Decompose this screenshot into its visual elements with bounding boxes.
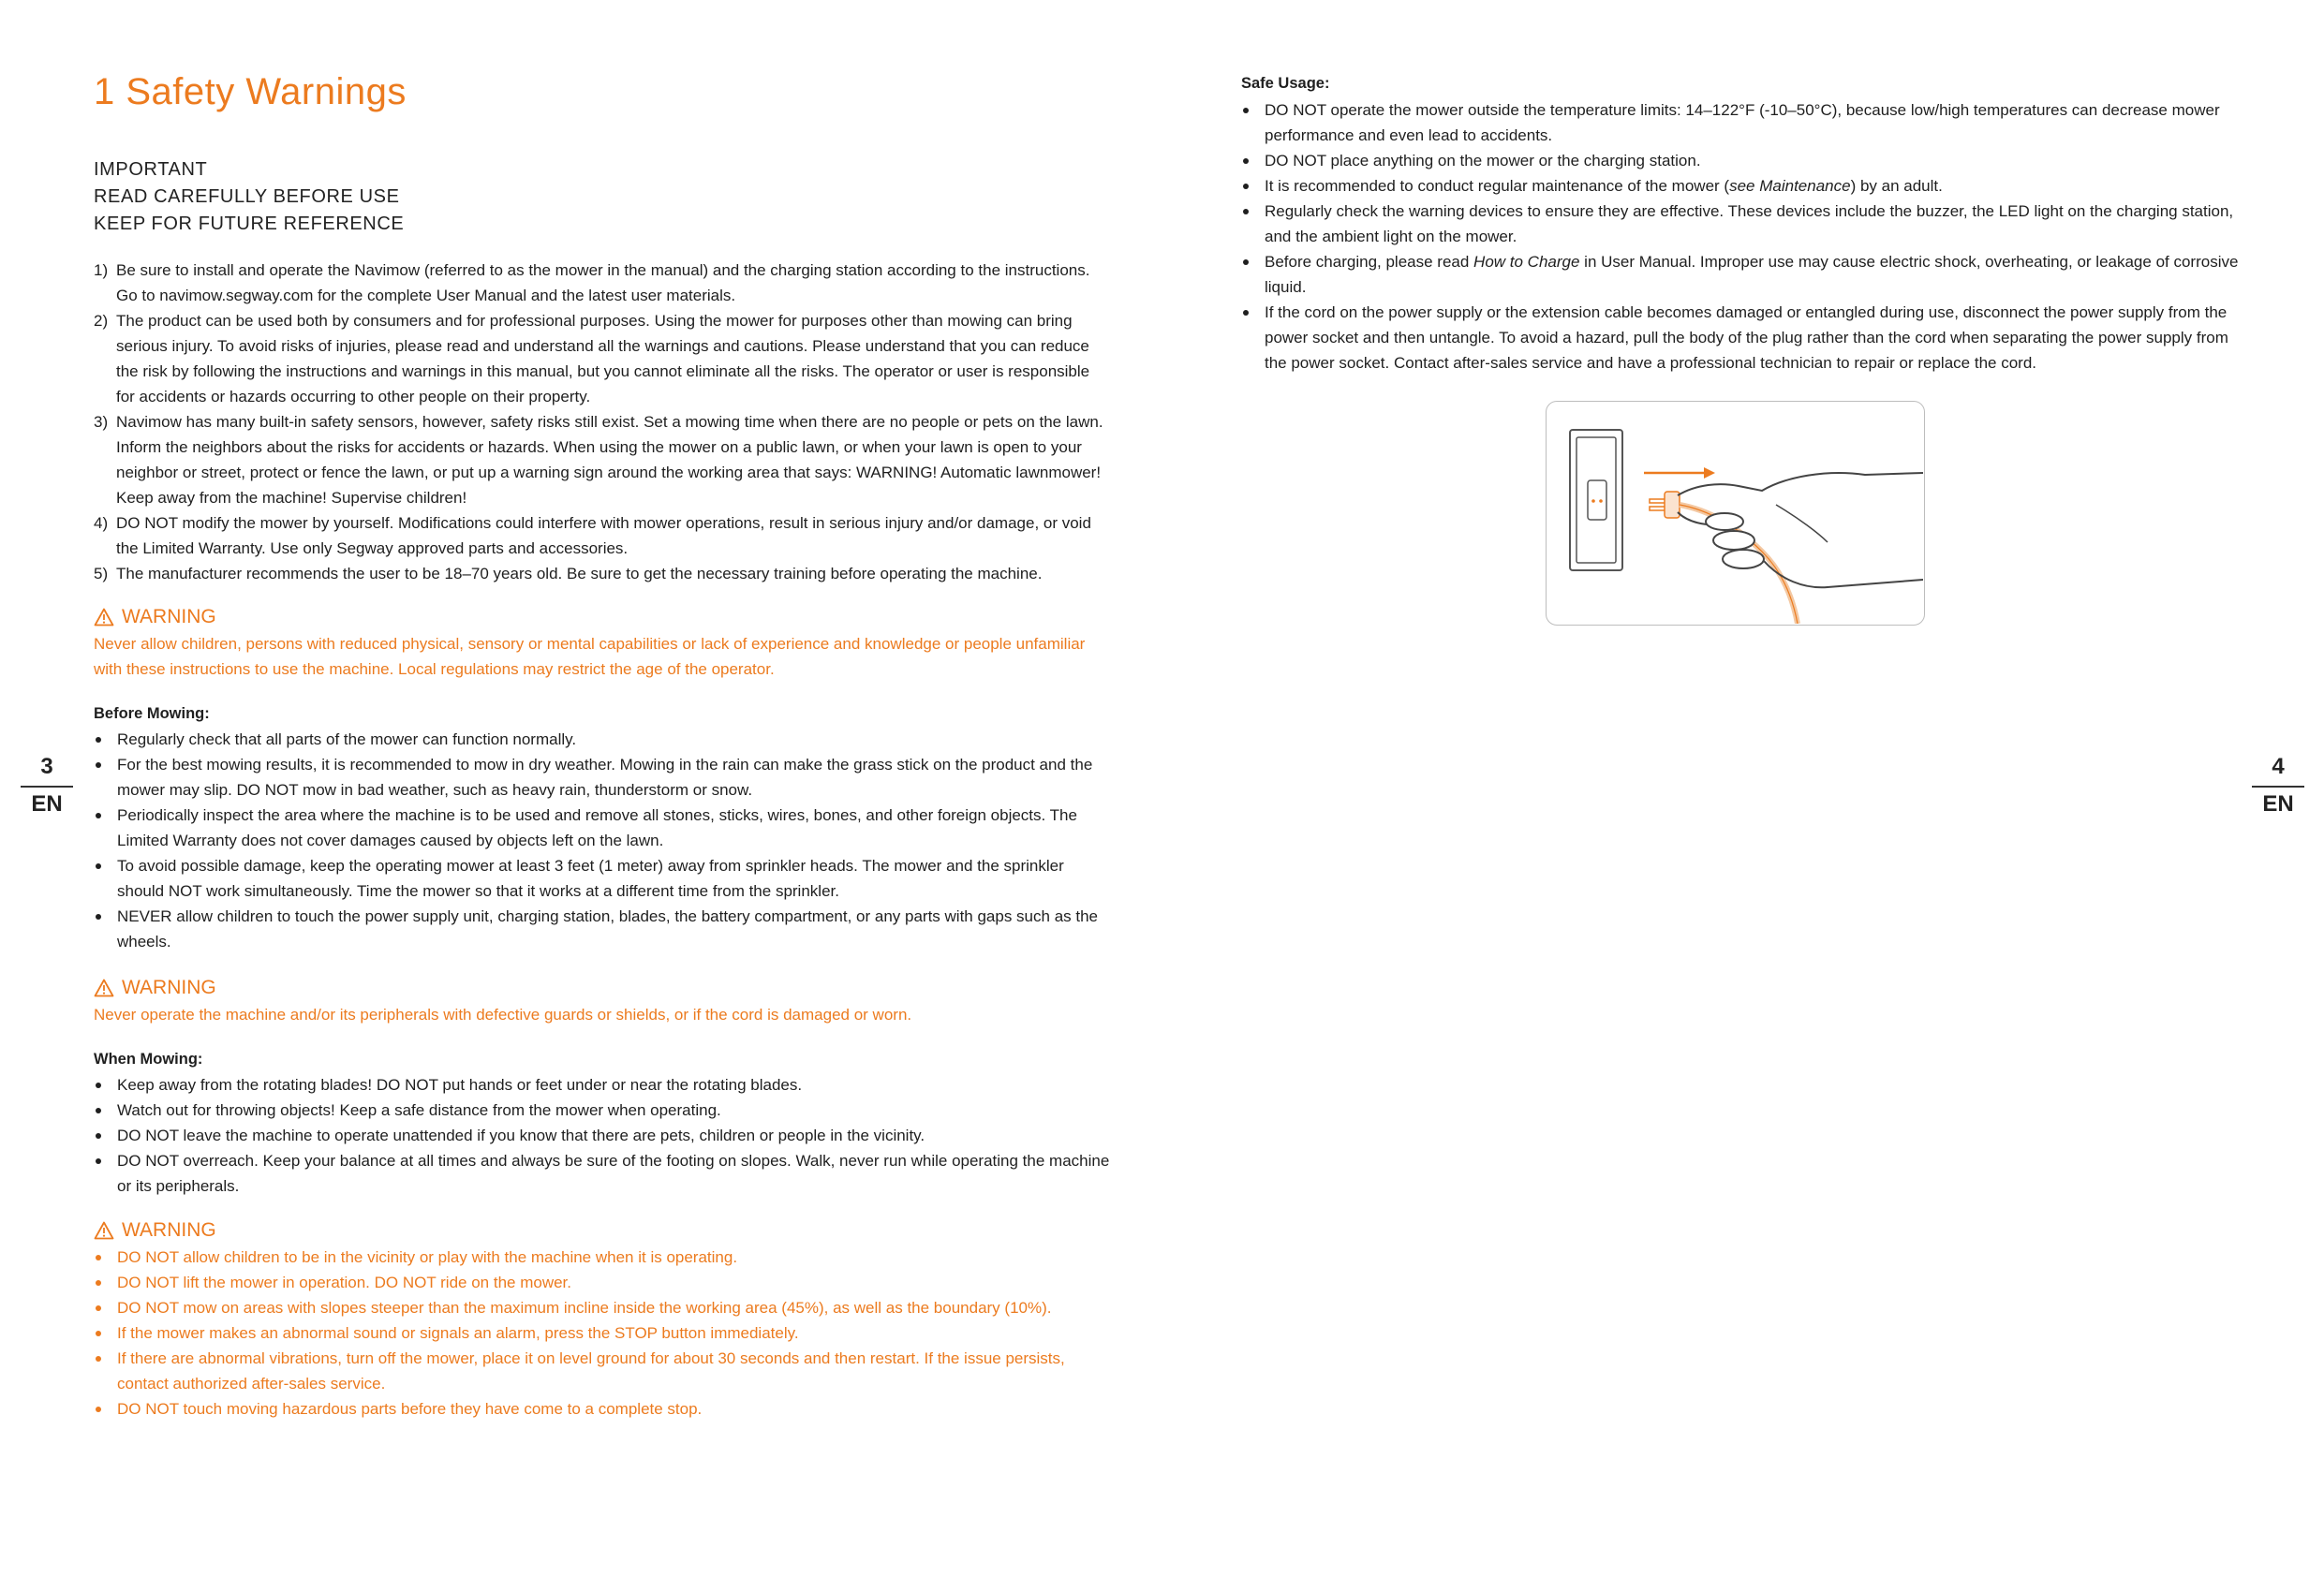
page-number: 4 — [2272, 754, 2285, 779]
item-text: ) by an adult. — [1850, 177, 1943, 195]
safe-usage-list — [1241, 97, 2253, 376]
divider — [21, 786, 73, 788]
intro-item — [94, 409, 1110, 510]
warning-text: Never allow children, persons with reduced physical, sensory or mental capabilities or lack of experience and knowledge or people unfamiliar with these instructions to use the machine. Local regulations may restrict the age of the operator. — [94, 635, 1086, 678]
list-item: DO NOT overreach. Keep your balance at all times and always be sure of the footing on slopes. Walk, never run while operating the machine or its peripherals. — [94, 1148, 1110, 1199]
list-item: DO NOT mow on areas with slopes steeper than the maximum incline inside the working area (45%), as well as the boundary (10%). — [94, 1295, 1110, 1320]
intro-item — [94, 308, 1110, 409]
list-item: Watch out for throwing objects! Keep a safe distance from the mower when operating. — [94, 1098, 1110, 1123]
list-item: Periodically inspect the area where the machine is to be used and remove all stones, sticks, wires, bones, and other foreign objects. The Limited Warranty does not cover damages caused by objects left on the lawn. — [94, 803, 1110, 853]
page-marker-right — [2252, 754, 2304, 818]
important-line: IMPORTANT — [94, 159, 208, 180]
divider — [2252, 786, 2304, 788]
warning-heading — [94, 977, 216, 999]
important-line: READ CAREFULLY BEFORE USE — [94, 186, 400, 207]
list-item: DO NOT allow children to be in the vicinity or play with the machine when it is operating. — [94, 1245, 1110, 1270]
list-item — [1241, 148, 2253, 173]
list-item: For the best mowing results, it is recommended to mow in dry weather. Mowing in the rain can make the grass stick on the product and the mower may slip. DO NOT mow in bad weather, such as heavy rain, thunderstorm or snow. — [94, 752, 1110, 803]
item-text: Navimow has many built-in safety sensors, however, safety risks still exist. Set a mowing time when there are no people or pets on the lawn. Inform the neighbors about the risks for accidents or hazards. When using the mower on a public lawn, or when your lawn is open to your neighbor or street, protect or fence the lawn, or put up a warning sign around the working area that says: WARNING! Automatic lawnmower! Keep away from the machine! Supervise children! — [116, 413, 1103, 507]
before-mowing-list — [94, 727, 1110, 954]
item-text: DO NOT modify the mower by yourself. Modifications could interfere with mower operations, result in serious injury and/or damage, or void the Limited Warranty. Use only Segway approved parts and accessories. — [116, 514, 1091, 557]
intro-item — [94, 258, 1110, 308]
item-text: If the cord on the power supply or the extension cable becomes damaged or entangled during use, disconnect the power supply from the power socket and then untangle. To avoid a hazard, pull the body of the plug rather than the cord when separating the power supply from the power socket. Contact after-sales service and have a professional technician to repair or replace the cord. — [1265, 303, 2228, 372]
warning-text: Never operate the machine and/or its peripherals with defective guards or shields, or if the cord is damaged or worn. — [94, 1006, 912, 1024]
warning-list — [94, 1245, 1110, 1422]
page-number: 3 — [40, 754, 53, 779]
warning-triangle-icon — [94, 1221, 114, 1240]
item-text: DO NOT place anything on the mower or the charging station. — [1265, 152, 1701, 169]
intro-list — [94, 258, 1110, 586]
page-marker-left — [21, 754, 73, 818]
item-text: It is recommended to conduct regular maintenance of the mower ( — [1265, 177, 1730, 195]
safe-usage-heading: Safe Usage: — [1241, 75, 1330, 92]
item-number: 2) — [94, 312, 109, 330]
item-number: 1) — [94, 261, 109, 279]
warning-triangle-icon — [94, 979, 114, 997]
item-text: in User Manual. Improper use may cause electric shock, overheating, or leakage of corrosive liquid. — [1265, 253, 2239, 296]
warning-label: WARNING — [122, 606, 216, 627]
list-item — [1241, 97, 2253, 148]
warning-label: WARNING — [122, 1219, 216, 1241]
item-text: The manufacturer recommends the user to be 18–70 years old. Be sure to get the necessary training before operating the machine. — [116, 565, 1043, 582]
item-number: 3) — [94, 413, 109, 431]
list-item: To avoid possible damage, keep the operating mower at least 3 feet (1 meter) away from sprinkler heads. The mower and the sprinkler should NOT work simultaneously. Time the mower so that it works at a different time from the sprinkler. — [94, 853, 1110, 904]
list-item: NEVER allow children to touch the power supply unit, charging station, blades, the battery compartment, or any parts with gaps such as the wheels. — [94, 904, 1110, 954]
page-title: 1 Safety Warnings — [94, 71, 407, 112]
item-text: Regularly check the warning devices to ensure they are effective. These devices include the buzzer, the LED light on the charging station, and the ambient light on the mower. — [1265, 202, 2234, 245]
item-text: Before charging, please read — [1265, 253, 1474, 271]
language-label: EN — [31, 791, 63, 817]
list-item — [1241, 173, 2253, 199]
item-text: Be sure to install and operate the Navimow (referred to as the mower in the manual) and the charging station according to the instructions. Go to navimow.segway.com for the complete User Manual and the latest user materials. — [116, 261, 1090, 304]
list-item: DO NOT touch moving hazardous parts before they have come to a complete stop. — [94, 1396, 1110, 1422]
item-number: 5) — [94, 565, 109, 582]
item-text: The product can be used both by consumers and for professional purposes. Using the mower for purposes other than mowing can bring serious injury. To avoid risks of injuries, please read and understand all the warnings and cautions. Please understand that you can reduce the risk by following the instructions and warnings in this manual, but you cannot eliminate all the risks. The operator or user is responsible for accidents or hazards occurring to other people on their property. — [116, 312, 1090, 405]
list-item — [1241, 300, 2253, 376]
list-item: Keep away from the rotating blades! DO NOT put hands or feet under or near the rotating blades. — [94, 1072, 1110, 1098]
when-mowing-list — [94, 1072, 1110, 1199]
list-item: If there are abnormal vibrations, turn off the mower, place it on level ground for about 30 seconds and then restart. If the issue persists, contact authorized after-sales service. — [94, 1346, 1110, 1396]
when-mowing-heading: When Mowing: — [94, 1051, 203, 1068]
list-item: DO NOT leave the machine to operate unattended if you know that there are pets, children or people in the vicinity. — [94, 1123, 1110, 1148]
list-item: DO NOT lift the mower in operation. DO NOT ride on the mower. — [94, 1270, 1110, 1295]
language-label: EN — [2262, 791, 2294, 817]
warning-heading — [94, 606, 216, 628]
warning-triangle-icon — [94, 608, 114, 626]
warning-heading — [94, 1219, 216, 1242]
item-text: DO NOT operate the mower outside the temperature limits: 14–122°F (-10–50°C), because low/high temperatures can decrease mower performance and even lead to accidents. — [1265, 101, 2220, 144]
intro-item — [94, 561, 1110, 586]
list-item — [1241, 199, 2253, 249]
item-number: 4) — [94, 514, 109, 532]
list-item: If the mower makes an abnormal sound or signals an alarm, press the STOP button immediately. — [94, 1320, 1110, 1346]
list-item: Regularly check that all parts of the mower can function normally. — [94, 727, 1110, 752]
item-emphasis: How to Charge — [1473, 253, 1580, 271]
important-notice — [94, 156, 404, 238]
intro-item — [94, 510, 1110, 561]
unplug-drawing — [1547, 402, 1923, 624]
item-emphasis: see Maintenance — [1729, 177, 1851, 195]
warning-label: WARNING — [122, 977, 216, 998]
list-item — [1241, 249, 2253, 300]
important-line: KEEP FOR FUTURE REFERENCE — [94, 214, 405, 234]
unplug-illustration — [1546, 401, 1925, 626]
before-mowing-heading: Before Mowing: — [94, 705, 210, 722]
